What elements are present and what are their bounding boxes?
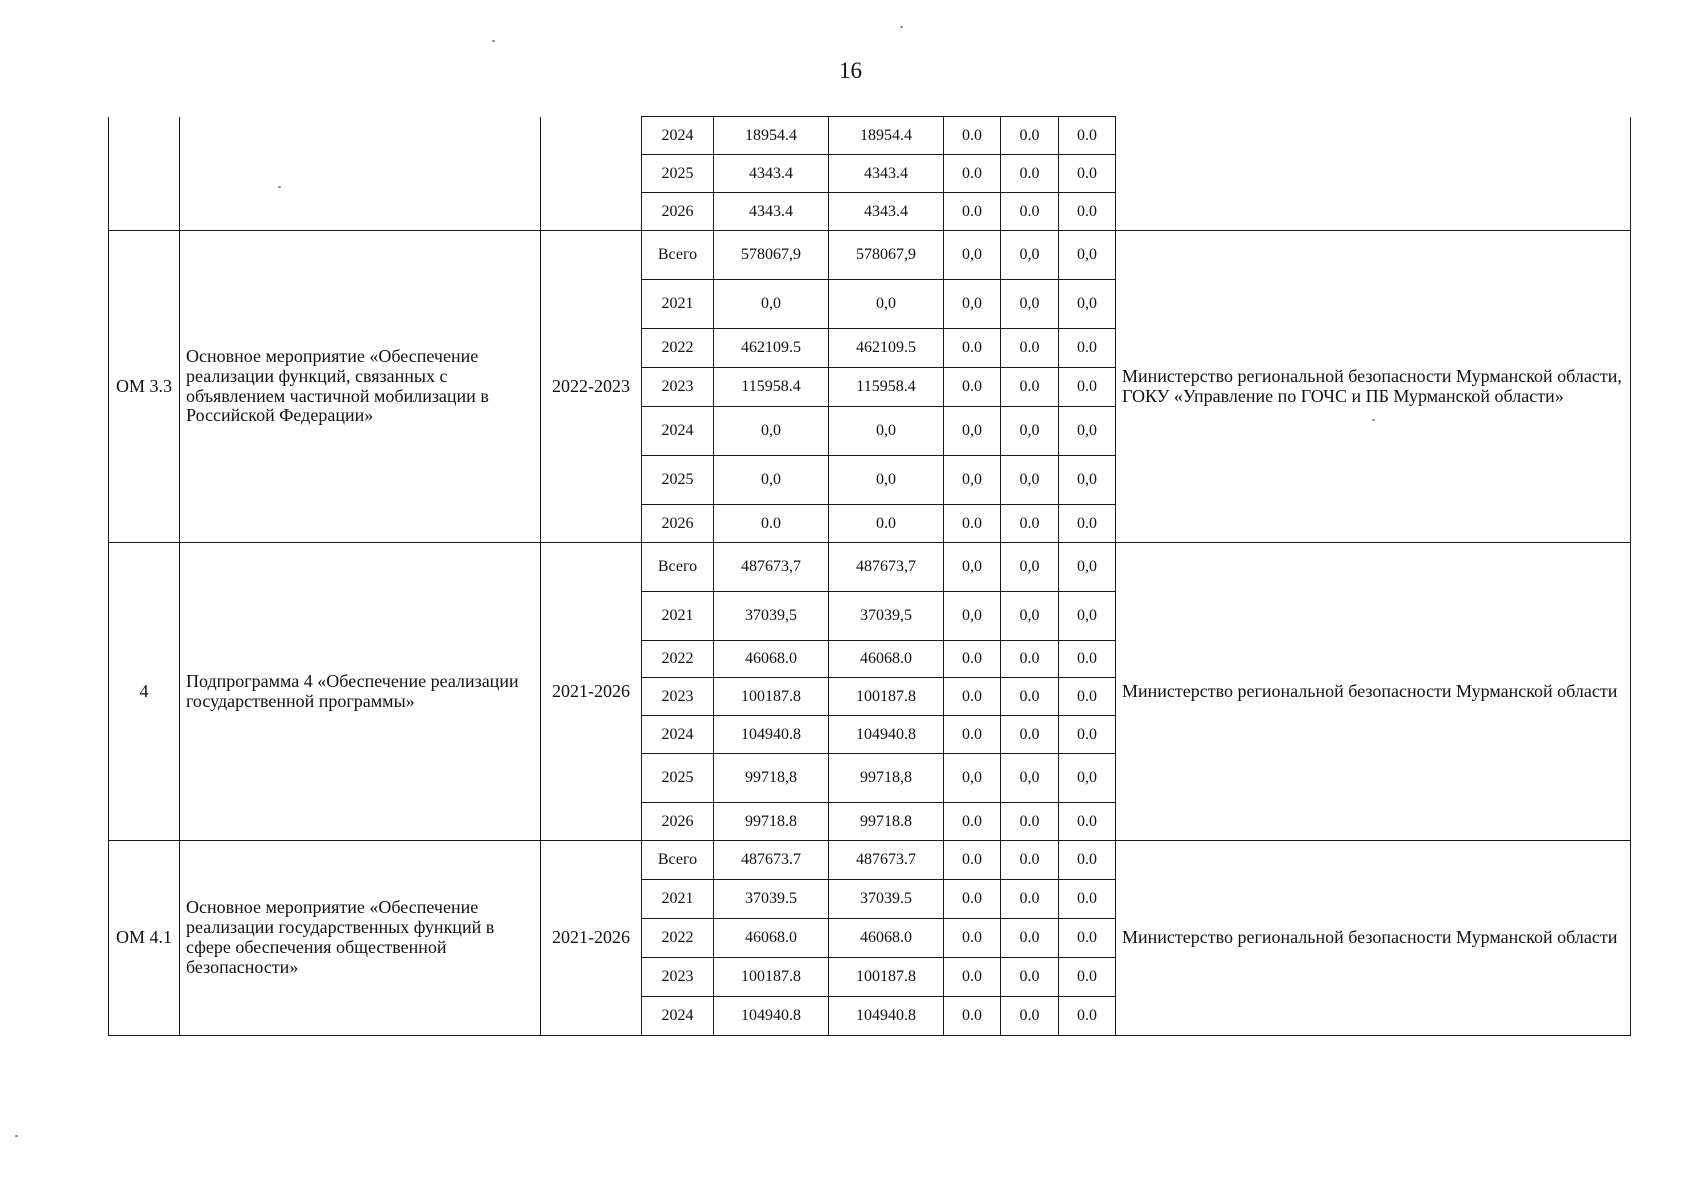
total-cell: 100187.8 [714, 958, 829, 997]
value-cell: 0.0 [1001, 841, 1059, 880]
table-row [109, 841, 1631, 880]
value-cell: 0.0 [1059, 803, 1116, 841]
regional-budget-cell: 100187.8 [829, 958, 944, 997]
item-name-cell: Подпрограмма 4 «Обеспечение реализации государственной программы» [180, 543, 541, 841]
year-cell: 2021 [642, 880, 714, 919]
value-cell: 0.0 [944, 958, 1001, 997]
year-cell: 2026 [642, 505, 714, 543]
value-cell: 0.0 [1059, 505, 1116, 543]
executor-cell: Министерство региональной безопасности Мурманской области [1116, 841, 1631, 1036]
regional-budget-cell: 104940.8 [829, 716, 944, 754]
period-cell: 2022-2023 [541, 231, 642, 543]
regional-budget-cell: 487673.7 [829, 841, 944, 880]
value-cell: 0.0 [944, 803, 1001, 841]
value-cell: 0,0 [1001, 543, 1059, 592]
value-cell: 0.0 [1059, 117, 1116, 155]
value-cell: 0.0 [1059, 678, 1116, 716]
table-row [109, 117, 1631, 155]
total-cell: 4343.4 [714, 193, 829, 231]
year-cell: 2025 [642, 456, 714, 505]
regional-budget-cell: 104940.8 [829, 997, 944, 1036]
table-row [109, 231, 1631, 280]
value-cell: 0.0 [1001, 997, 1059, 1036]
value-cell: 0.0 [1059, 329, 1116, 368]
executor-cell [1116, 117, 1631, 231]
year-cell: 2023 [642, 678, 714, 716]
total-cell: 462109.5 [714, 329, 829, 368]
total-cell: 104940.8 [714, 997, 829, 1036]
scan-speck [1372, 419, 1375, 421]
value-cell: 0,0 [1001, 231, 1059, 280]
regional-budget-cell: 37039.5 [829, 880, 944, 919]
value-cell: 0,0 [944, 231, 1001, 280]
value-cell: 0.0 [1059, 155, 1116, 193]
year-cell: 2022 [642, 919, 714, 958]
value-cell: 0.0 [944, 368, 1001, 407]
regional-budget-cell: 4343.4 [829, 155, 944, 193]
regional-budget-cell: 578067,9 [829, 231, 944, 280]
year-cell: Всего [642, 841, 714, 880]
total-cell: 37039,5 [714, 592, 829, 641]
value-cell: 0.0 [1059, 958, 1116, 997]
value-cell: 0.0 [944, 641, 1001, 678]
value-cell: 0.0 [1059, 919, 1116, 958]
regional-budget-cell: 487673,7 [829, 543, 944, 592]
item-code-cell: ОМ 3.3 [109, 231, 180, 543]
regional-budget-cell: 46068.0 [829, 641, 944, 678]
value-cell: 0,0 [1059, 543, 1116, 592]
total-cell: 0,0 [714, 280, 829, 329]
regional-budget-cell: 0,0 [829, 456, 944, 505]
item-name-cell: Основное мероприятие «Обеспечение реализации функций, связанных с объявлением частичной мобилизации в Российской Федерации» [180, 231, 541, 543]
table-row [109, 543, 1631, 592]
value-cell: 0.0 [1059, 368, 1116, 407]
year-cell: 2026 [642, 803, 714, 841]
regional-budget-cell: 0.0 [829, 505, 944, 543]
value-cell: 0.0 [944, 997, 1001, 1036]
value-cell: 0.0 [1059, 716, 1116, 754]
value-cell: 0.0 [1001, 368, 1059, 407]
value-cell: 0.0 [1059, 641, 1116, 678]
value-cell: 0,0 [944, 407, 1001, 456]
value-cell: 0,0 [1001, 754, 1059, 803]
regional-budget-cell: 4343.4 [829, 193, 944, 231]
value-cell: 0.0 [944, 919, 1001, 958]
value-cell: 0,0 [944, 543, 1001, 592]
total-cell: 104940.8 [714, 716, 829, 754]
value-cell: 0.0 [1001, 919, 1059, 958]
value-cell: 0,0 [944, 592, 1001, 641]
regional-budget-cell: 462109.5 [829, 329, 944, 368]
total-cell: 37039.5 [714, 880, 829, 919]
value-cell: 0.0 [944, 155, 1001, 193]
year-cell: 2022 [642, 329, 714, 368]
regional-budget-cell: 46068.0 [829, 919, 944, 958]
value-cell: 0,0 [1059, 280, 1116, 329]
value-cell: 0.0 [1001, 329, 1059, 368]
total-cell: 99718.8 [714, 803, 829, 841]
year-cell: Всего [642, 231, 714, 280]
value-cell: 0,0 [1059, 754, 1116, 803]
year-cell: 2025 [642, 754, 714, 803]
value-cell: 0.0 [1001, 193, 1059, 231]
value-cell: 0.0 [944, 117, 1001, 155]
regional-budget-cell: 100187.8 [829, 678, 944, 716]
value-cell: 0,0 [1059, 231, 1116, 280]
value-cell: 0,0 [1001, 592, 1059, 641]
value-cell: 0.0 [1059, 997, 1116, 1036]
total-cell: 0,0 [714, 407, 829, 456]
value-cell: 0,0 [1001, 456, 1059, 505]
regional-budget-cell: 18954.4 [829, 117, 944, 155]
value-cell: 0.0 [944, 841, 1001, 880]
value-cell: 0,0 [944, 280, 1001, 329]
value-cell: 0.0 [1001, 155, 1059, 193]
total-cell: 4343.4 [714, 155, 829, 193]
item-code-cell [109, 117, 180, 231]
period-cell: 2021-2026 [541, 841, 642, 1036]
value-cell: 0.0 [1059, 193, 1116, 231]
value-cell: 0.0 [1059, 880, 1116, 919]
regional-budget-cell: 99718.8 [829, 803, 944, 841]
period-cell [541, 117, 642, 231]
total-cell: 487673.7 [714, 841, 829, 880]
year-cell: 2024 [642, 407, 714, 456]
value-cell: 0,0 [1001, 280, 1059, 329]
total-cell: 46068.0 [714, 641, 829, 678]
value-cell: 0,0 [1059, 407, 1116, 456]
regional-budget-cell: 37039,5 [829, 592, 944, 641]
regional-budget-cell: 99718,8 [829, 754, 944, 803]
executor-cell: Министерство региональной безопасности Мурманской области, ГОКУ «Управление по ГОЧС и ПБ Мурманской области» [1116, 231, 1631, 543]
year-cell: 2023 [642, 958, 714, 997]
value-cell: 0.0 [944, 678, 1001, 716]
year-cell: 2024 [642, 117, 714, 155]
year-cell: 2023 [642, 368, 714, 407]
value-cell: 0.0 [944, 329, 1001, 368]
table-body [109, 117, 1631, 1036]
executor-cell: Министерство региональной безопасности Мурманской области [1116, 543, 1631, 841]
year-cell: 2022 [642, 641, 714, 678]
value-cell: 0.0 [944, 193, 1001, 231]
value-cell: 0.0 [1001, 505, 1059, 543]
total-cell: 578067,9 [714, 231, 829, 280]
value-cell: 0,0 [1001, 407, 1059, 456]
scan-speck [492, 40, 495, 42]
item-name-cell [180, 117, 541, 231]
period-cell: 2021-2026 [541, 543, 642, 841]
total-cell: 0,0 [714, 456, 829, 505]
value-cell: 0,0 [1059, 456, 1116, 505]
year-cell: 2025 [642, 155, 714, 193]
regional-budget-cell: 115958.4 [829, 368, 944, 407]
scan-speck [15, 1135, 18, 1137]
item-code-cell: ОМ 4.1 [109, 841, 180, 1036]
total-cell: 115958.4 [714, 368, 829, 407]
year-cell: 2021 [642, 592, 714, 641]
item-name-cell: Основное мероприятие «Обеспечение реализации государственных функций в сфере обеспечения общественной безопасности» [180, 841, 541, 1036]
value-cell: 0.0 [944, 880, 1001, 919]
total-cell: 0.0 [714, 505, 829, 543]
total-cell: 46068.0 [714, 919, 829, 958]
year-cell: 2024 [642, 997, 714, 1036]
year-cell: 2021 [642, 280, 714, 329]
scan-speck [900, 26, 903, 28]
value-cell: 0.0 [1001, 641, 1059, 678]
value-cell: 0,0 [1059, 592, 1116, 641]
total-cell: 99718,8 [714, 754, 829, 803]
value-cell: 0.0 [944, 505, 1001, 543]
year-cell: 2024 [642, 716, 714, 754]
total-cell: 100187.8 [714, 678, 829, 716]
page-number: 16 [839, 58, 862, 83]
value-cell: 0.0 [1001, 958, 1059, 997]
value-cell: 0.0 [1059, 841, 1116, 880]
item-code-cell: 4 [109, 543, 180, 841]
year-cell: 2026 [642, 193, 714, 231]
value-cell: 0.0 [1001, 716, 1059, 754]
budget-table [108, 116, 1631, 1036]
value-cell: 0.0 [1001, 880, 1059, 919]
value-cell: 0.0 [1001, 803, 1059, 841]
value-cell: 0.0 [944, 716, 1001, 754]
total-cell: 487673,7 [714, 543, 829, 592]
regional-budget-cell: 0,0 [829, 280, 944, 329]
value-cell: 0.0 [1001, 678, 1059, 716]
value-cell: 0,0 [944, 754, 1001, 803]
value-cell: 0.0 [1001, 117, 1059, 155]
scan-speck [278, 186, 281, 188]
value-cell: 0,0 [944, 456, 1001, 505]
regional-budget-cell: 0,0 [829, 407, 944, 456]
year-cell: Всего [642, 543, 714, 592]
total-cell: 18954.4 [714, 117, 829, 155]
